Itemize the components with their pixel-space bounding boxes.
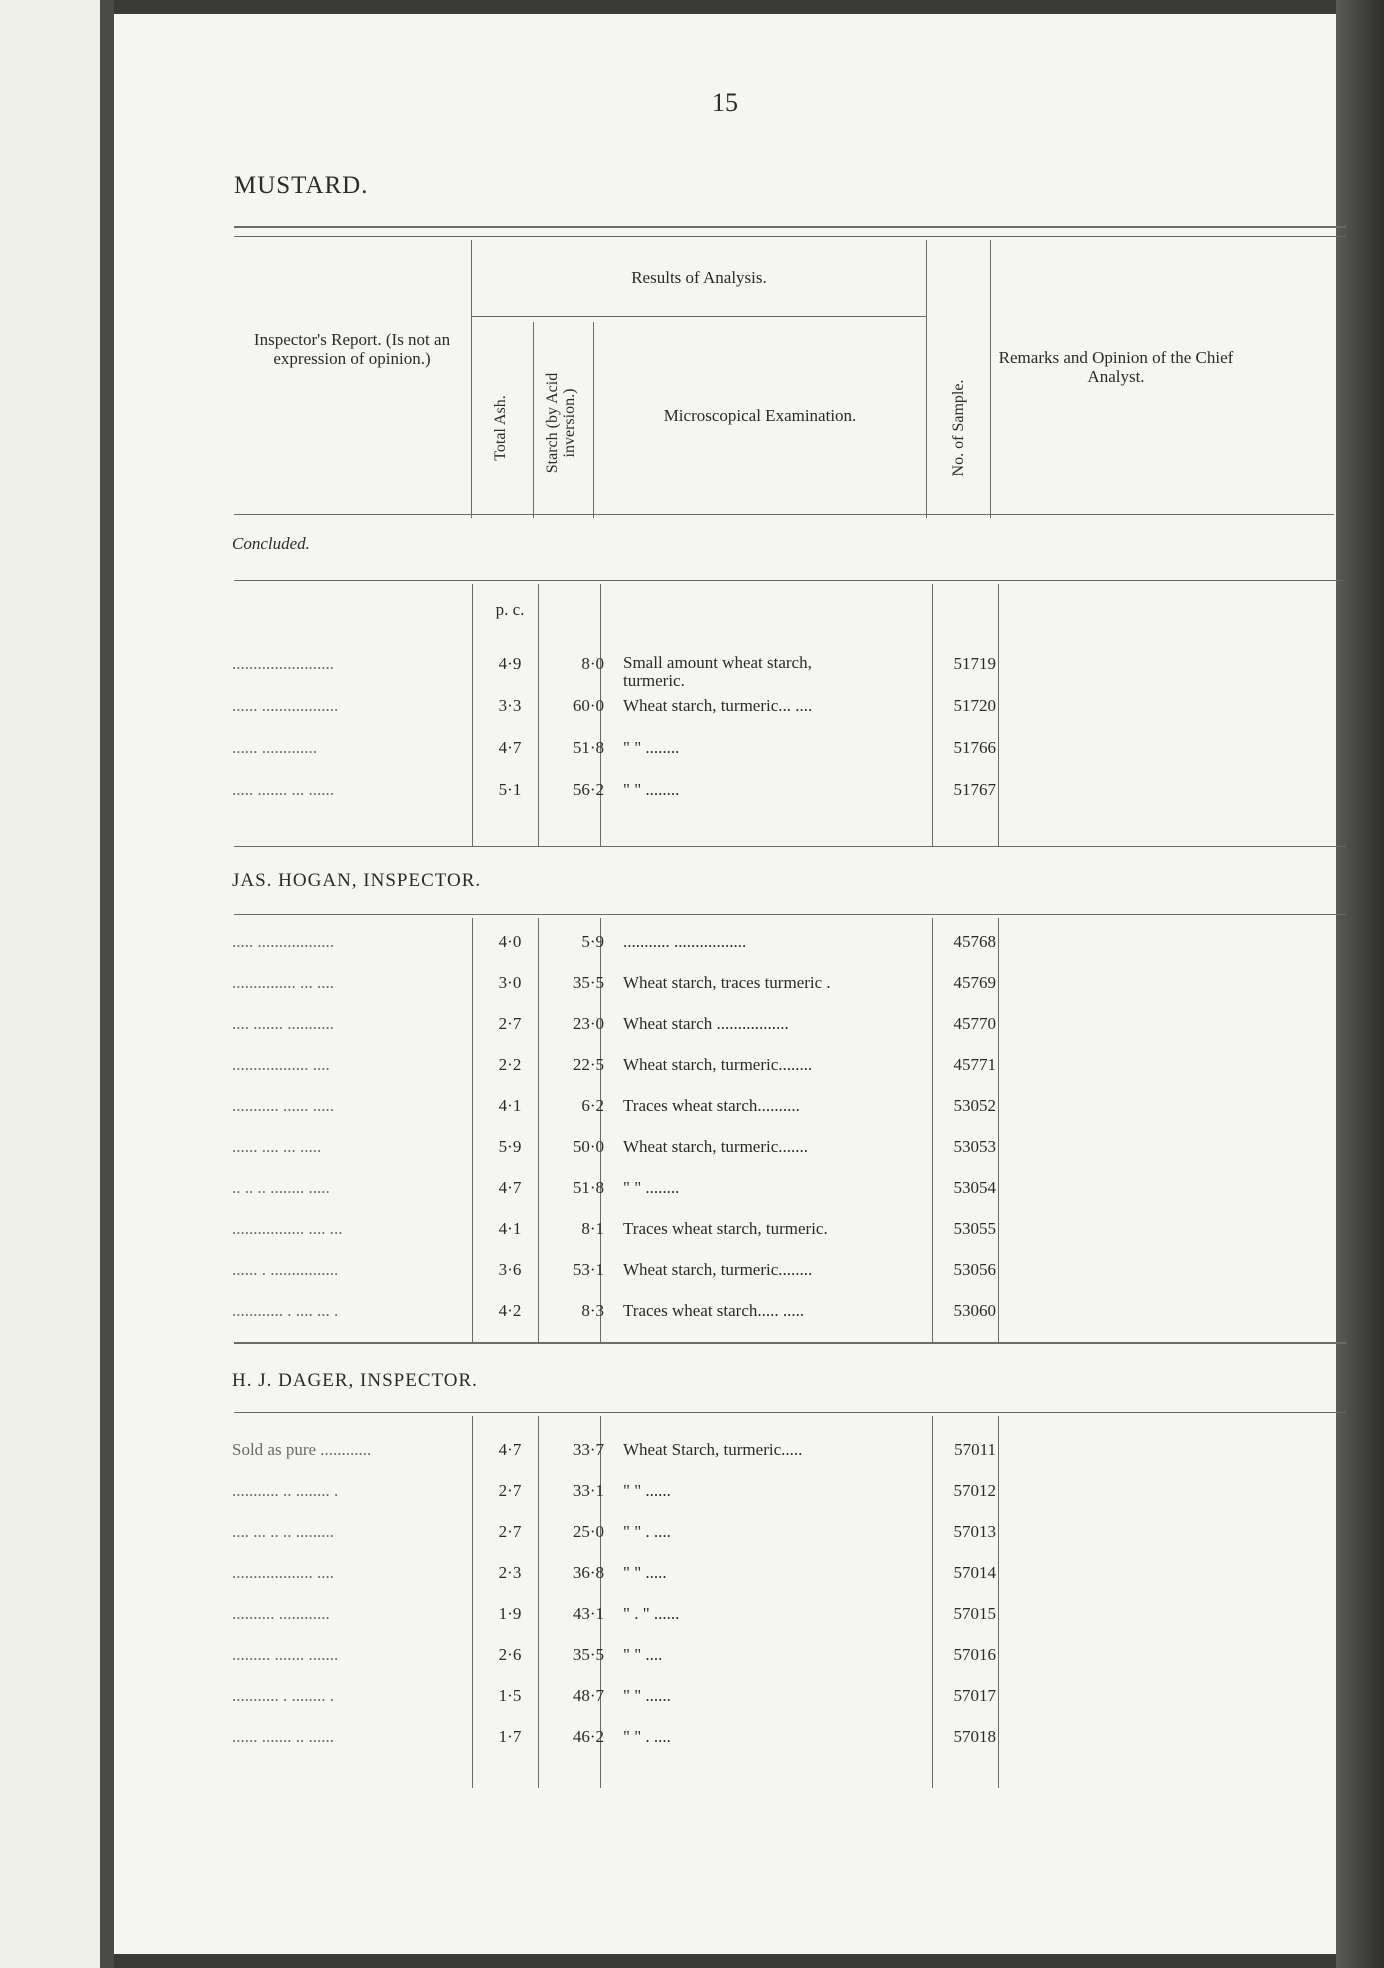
sample-number-cell: 57012 bbox=[953, 1481, 996, 1500]
microscopical-cell: Wheat Starch, turmeric..... bbox=[623, 1440, 803, 1459]
total-ash-cell: 4·7 bbox=[498, 1178, 522, 1197]
sample-number-cell: 57013 bbox=[953, 1522, 996, 1541]
total-ash-cell: 2·3 bbox=[498, 1563, 522, 1582]
header-divider-5 bbox=[990, 240, 991, 518]
sample-number-cell: 51719 bbox=[953, 654, 996, 673]
header-divider-4 bbox=[926, 240, 927, 518]
results-underline bbox=[472, 316, 926, 317]
starch-cell: 56·2 bbox=[572, 780, 604, 799]
section-rule-1 bbox=[234, 580, 1344, 581]
starch-cell: 60·0 bbox=[572, 696, 604, 715]
inspector-report-cell: ............... ... .... bbox=[232, 973, 334, 992]
microscopical-cell: " " ........ bbox=[623, 780, 680, 799]
sample-number-cell: 57014 bbox=[953, 1563, 996, 1582]
sample-number-cell: 51766 bbox=[953, 738, 996, 757]
inspector-report-cell: .......... ............ bbox=[232, 1604, 330, 1623]
table-row bbox=[114, 1563, 1336, 1591]
section-rule-5 bbox=[234, 1412, 1346, 1413]
header-results: Results of Analysis. bbox=[631, 268, 767, 287]
header-top-rule bbox=[234, 226, 1346, 228]
table-row bbox=[114, 1604, 1336, 1632]
microscopical-cell: " " . .... bbox=[623, 1522, 671, 1541]
inspector-report-cell: ................. .... ... bbox=[232, 1219, 343, 1238]
inspector-report-cell: ........... . ........ . bbox=[232, 1686, 334, 1705]
total-ash-cell: 3·3 bbox=[498, 696, 522, 715]
table-row bbox=[114, 973, 1336, 1001]
table-row bbox=[114, 1481, 1336, 1509]
microscopical-cell: " . " ...... bbox=[623, 1604, 680, 1623]
sample-number-cell: 53055 bbox=[953, 1219, 996, 1238]
table-row bbox=[114, 1522, 1336, 1550]
unit-label: p. c. bbox=[495, 600, 525, 619]
section-rule-2 bbox=[234, 846, 1346, 847]
total-ash-cell: 5·9 bbox=[498, 1137, 522, 1156]
sample-number-cell: 57016 bbox=[953, 1645, 996, 1664]
starch-cell: 8·0 bbox=[581, 654, 604, 673]
inspector-report-cell: ......... ....... ....... bbox=[232, 1645, 339, 1664]
inspector-report-cell: ...... .................. bbox=[232, 696, 339, 715]
inspector-report-cell: ............ . .... ... . bbox=[232, 1301, 339, 1320]
microscopical-cell: Wheat starch, turmeric....... bbox=[623, 1137, 809, 1156]
starch-cell: 46·2 bbox=[572, 1727, 604, 1746]
sample-number-cell: 53054 bbox=[953, 1178, 996, 1197]
header-inspector-report: Inspector's Report. (Is not an expression of opinion.) bbox=[253, 330, 451, 368]
total-ash-cell: 1·7 bbox=[498, 1727, 522, 1746]
inspector-report-cell: ................... .... bbox=[232, 1563, 334, 1582]
microscopical-cell: " " ...... bbox=[623, 1686, 671, 1705]
inspector-report-cell: .. .. .. ........ ..... bbox=[232, 1178, 330, 1197]
sample-number-cell: 57015 bbox=[953, 1604, 996, 1623]
starch-cell: 25·0 bbox=[572, 1522, 604, 1541]
starch-cell: 6·2 bbox=[581, 1096, 604, 1115]
sample-number-cell: 45771 bbox=[953, 1055, 996, 1074]
page-title: MUSTARD. bbox=[234, 172, 369, 199]
table-row bbox=[114, 1055, 1336, 1083]
header-starch: Starch (by Acid inversion.) bbox=[544, 372, 578, 474]
starch-cell: 43·1 bbox=[572, 1604, 604, 1623]
microscopical-cell: Traces wheat starch..... ..... bbox=[623, 1301, 805, 1320]
section-rule-4 bbox=[234, 1342, 1346, 1344]
total-ash-cell: 2·7 bbox=[498, 1522, 522, 1541]
starch-cell: 33·7 bbox=[572, 1440, 604, 1459]
table-row bbox=[114, 1727, 1336, 1755]
starch-cell: 5·9 bbox=[581, 932, 604, 951]
starch-cell: 22·5 bbox=[572, 1055, 604, 1074]
inspector-report-cell: ........................ bbox=[232, 654, 334, 673]
header-divider-3 bbox=[593, 322, 594, 518]
total-ash-cell: 5·1 bbox=[498, 780, 522, 799]
microscopical-cell: Small amount wheat starch, turmeric. bbox=[623, 654, 812, 690]
microscopical-cell: " " ...... bbox=[623, 1481, 671, 1500]
total-ash-cell: 4·9 bbox=[498, 654, 522, 673]
total-ash-cell: 4·7 bbox=[498, 1440, 522, 1459]
sample-number-cell: 53052 bbox=[953, 1096, 996, 1115]
microscopical-cell: ........... ................. bbox=[623, 932, 747, 951]
table-row bbox=[114, 654, 1336, 690]
table-row bbox=[114, 1686, 1336, 1714]
header-remarks: Remarks and Opinion of the Chief Analyst. bbox=[998, 348, 1234, 386]
total-ash-cell: 4·0 bbox=[498, 932, 522, 951]
microscopical-cell: Traces wheat starch.......... bbox=[623, 1096, 800, 1115]
starch-cell: 53·1 bbox=[572, 1260, 604, 1279]
document-page bbox=[114, 14, 1336, 1954]
sample-number-cell: 45768 bbox=[953, 932, 996, 951]
sample-number-cell: 45770 bbox=[953, 1014, 996, 1033]
header-top-rule-2 bbox=[234, 236, 1346, 237]
microscopical-cell: Wheat starch ................. bbox=[623, 1014, 789, 1033]
microscopical-cell: " " ..... bbox=[623, 1563, 667, 1582]
section-heading-dager: H. J. DAGER, INSPECTOR. bbox=[232, 1370, 478, 1391]
inspector-report-cell: .................. .... bbox=[232, 1055, 330, 1074]
starch-cell: 35·5 bbox=[572, 973, 604, 992]
header-microscopical: Microscopical Examination. bbox=[663, 406, 857, 425]
facing-page-edge bbox=[0, 0, 110, 1968]
inspector-report-cell: Sold as pure ............ bbox=[232, 1440, 372, 1459]
starch-cell: 51·8 bbox=[572, 738, 604, 757]
microscopical-cell: Traces wheat starch, turmeric. bbox=[623, 1219, 828, 1238]
starch-cell: 33·1 bbox=[572, 1481, 604, 1500]
concluded-label: Concluded. bbox=[232, 534, 310, 553]
total-ash-cell: 1·5 bbox=[498, 1686, 522, 1705]
inspector-report-cell: ...... ....... .. ...... bbox=[232, 1727, 334, 1746]
total-ash-cell: 2·2 bbox=[498, 1055, 522, 1074]
header-sample-no: No. of Sample. bbox=[950, 379, 967, 477]
table-row bbox=[114, 1096, 1336, 1124]
inspector-report-cell: ........... ...... ..... bbox=[232, 1096, 334, 1115]
header-total-ash: Total Ash. bbox=[492, 395, 509, 461]
book-gutter bbox=[100, 0, 114, 1968]
microscopical-cell: " " .... bbox=[623, 1645, 663, 1664]
sample-number-cell: 57018 bbox=[953, 1727, 996, 1746]
inspector-report-cell: ..... ....... ... ...... bbox=[232, 780, 334, 799]
microscopical-cell: Wheat starch, traces turmeric . bbox=[623, 973, 831, 992]
sample-number-cell: 57017 bbox=[953, 1686, 996, 1705]
sample-number-cell: 53053 bbox=[953, 1137, 996, 1156]
header-bottom-rule bbox=[234, 514, 1334, 515]
starch-cell: 51·8 bbox=[572, 1178, 604, 1197]
table-row bbox=[114, 1440, 1336, 1468]
starch-cell: 35·5 bbox=[572, 1645, 604, 1664]
starch-cell: 8·1 bbox=[581, 1219, 604, 1238]
microscopical-cell: " " . .... bbox=[623, 1727, 671, 1746]
microscopical-cell: " " ........ bbox=[623, 738, 680, 757]
section-heading-hogan: JAS. HOGAN, INSPECTOR. bbox=[232, 870, 482, 891]
table-row bbox=[114, 1219, 1336, 1247]
header-divider-2 bbox=[533, 322, 534, 518]
total-ash-cell: 2·6 bbox=[498, 1645, 522, 1664]
inspector-report-cell: ...... .... ... ..... bbox=[232, 1137, 322, 1156]
total-ash-cell: 3·0 bbox=[498, 973, 522, 992]
total-ash-cell: 2·7 bbox=[498, 1481, 522, 1500]
table-row bbox=[114, 780, 1336, 808]
starch-cell: 36·8 bbox=[572, 1563, 604, 1582]
microscopical-cell: Wheat starch, turmeric........ bbox=[623, 1055, 813, 1074]
sample-number-cell: 57011 bbox=[954, 1440, 996, 1459]
total-ash-cell: 4·1 bbox=[498, 1096, 522, 1115]
sample-number-cell: 51720 bbox=[953, 696, 996, 715]
total-ash-cell: 1·9 bbox=[498, 1604, 522, 1623]
book-cover-edge bbox=[1336, 0, 1384, 1968]
inspector-report-cell: ........... .. ........ . bbox=[232, 1481, 339, 1500]
table-row bbox=[114, 932, 1336, 960]
starch-cell: 23·0 bbox=[572, 1014, 604, 1033]
total-ash-cell: 2·7 bbox=[498, 1014, 522, 1033]
total-ash-cell: 4·7 bbox=[498, 738, 522, 757]
sample-number-cell: 53056 bbox=[953, 1260, 996, 1279]
inspector-report-cell: ...... . ................ bbox=[232, 1260, 339, 1279]
sample-number-cell: 51767 bbox=[953, 780, 996, 799]
starch-cell: 48·7 bbox=[572, 1686, 604, 1705]
starch-cell: 50·0 bbox=[572, 1137, 604, 1156]
inspector-report-cell: ..... .................. bbox=[232, 932, 334, 951]
starch-cell: 8·3 bbox=[581, 1301, 604, 1320]
microscopical-cell: " " ........ bbox=[623, 1178, 680, 1197]
table-row bbox=[114, 1178, 1336, 1206]
table-row bbox=[114, 696, 1336, 724]
section-rule-3 bbox=[234, 914, 1346, 915]
total-ash-cell: 3·6 bbox=[498, 1260, 522, 1279]
table-row bbox=[114, 1260, 1336, 1288]
microscopical-cell: Wheat starch, turmeric... .... bbox=[623, 696, 813, 715]
table-row bbox=[114, 1645, 1336, 1673]
table-row bbox=[114, 1014, 1336, 1042]
sample-number-cell: 53060 bbox=[953, 1301, 996, 1320]
inspector-report-cell: ...... ............. bbox=[232, 738, 317, 757]
total-ash-cell: 4·2 bbox=[498, 1301, 522, 1320]
total-ash-cell: 4·1 bbox=[498, 1219, 522, 1238]
microscopical-cell: Wheat starch, turmeric........ bbox=[623, 1260, 813, 1279]
page-number: 15 bbox=[712, 88, 738, 117]
table-row bbox=[114, 738, 1336, 766]
table-row bbox=[114, 1137, 1336, 1165]
sample-number-cell: 45769 bbox=[953, 973, 996, 992]
table-row bbox=[114, 1301, 1336, 1329]
inspector-report-cell: .... ....... ........... bbox=[232, 1014, 334, 1033]
inspector-report-cell: .... ... .. .. ......... bbox=[232, 1522, 334, 1541]
